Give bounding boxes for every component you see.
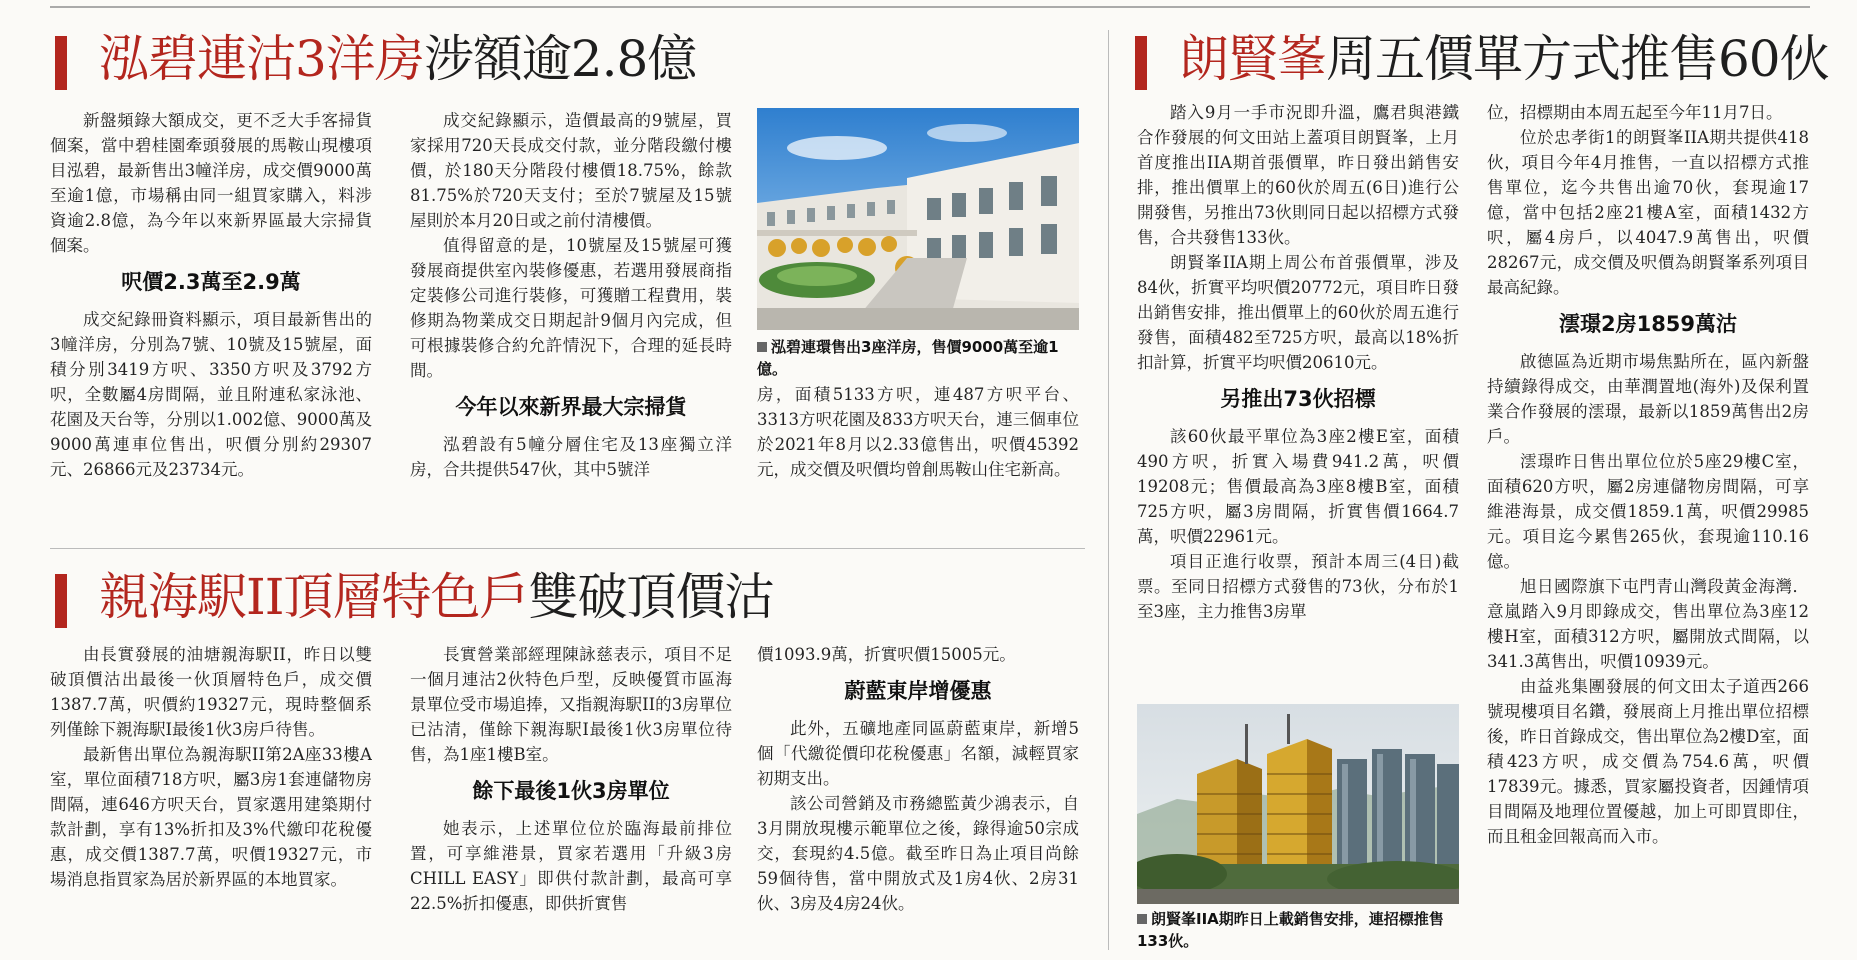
headline-red: 泓碧連沽3洋房 <box>99 30 424 88</box>
headline-black: 周五價單方式推售60伙 <box>1326 30 1829 88</box>
paragraph: 項目正進行收票，預計本周三(4日)截票。至同日招標方式發售的73伙，分布於1至3座，主力推售3房單 <box>1137 552 1459 621</box>
paragraph: 價1093.9萬，折實呎價15005元。 <box>757 645 1016 664</box>
article-divider <box>50 548 1085 549</box>
paragraph: 踏入9月一手市況即升溫，鷹君與港鐵合作發展的何文田站上蓋項目朗賢峯，上月首度推出IIA期首張價單，昨日發出銷售安排，推出價單上的60伙於周五(6日)進行公開發售，另推出73伙則同日起以招標方式發售，合共發售133伙。 <box>1137 103 1459 247</box>
caption-square-icon <box>1137 914 1147 924</box>
headline-accent-bar <box>1135 36 1147 90</box>
photo-lung-bik-houses <box>757 108 1079 330</box>
paragraph: 長實營業部經理陳詠慈表示，項目不足一個月連沽2伙特色戶型，反映優質市區海景單位受市場追捧，又指親海駅II的3房單位已沽清，僅餘下親海駅I最後1伙3房單位待售，為1座1樓B室。 <box>410 645 732 764</box>
photo-caption <box>1137 908 1459 952</box>
headline-accent-bar <box>55 36 67 90</box>
page-top-rule <box>50 6 1810 8</box>
article1-column-3 <box>757 382 1079 532</box>
headline-red: 親海駅II頂層特色戶 <box>99 568 529 626</box>
paragraph: 啟德區為近期市場焦點所在，區內新盤持續錄得成交，由華潤置地(海外)及保利置業合作發展的澐璟，最新以1859萬售出2房戶。 <box>1487 352 1809 446</box>
headline-accent-bar <box>55 574 67 628</box>
subheading: 餘下最後1伙3房單位 <box>472 779 670 803</box>
paragraph: 新盤頻錄大額成交，更不乏大手客掃貨個案，當中碧桂園牽頭發展的馬鞍山現樓項目泓碧，最新售出3幢洋房，成交價9000萬至逾1億，市場稱由同一組買家購入，料涉資逾2.8億，為今年以來新界區最大宗掃貨個案。 <box>50 111 372 255</box>
paragraph: 房，面積5133方呎，連487方呎平台、3313方呎花園及833方呎天台，連三個車位於2021年8月以2.33億售出，呎價45392元，成交價及呎價均曾創馬鞍山住宅新高。 <box>757 385 1079 479</box>
paragraph: 旭日國際旗下屯門青山灣段黃金海灣．意嵐踏入9月即錄成交，售出單位為3座12樓H室，面積312方呎，屬開放式間隔，以341.3萬售出，呎價10939元。 <box>1487 577 1809 671</box>
paragraph: 此外，五礦地產同區蔚藍東岸，新增5個「代繳從價印花稅優惠」名額，減輕買家初期支出。 <box>757 719 1079 788</box>
paragraph: 由長實發展的油塘親海駅II，昨日以雙破頂價沽出最後一伙頂層特色戶，成交價1387.7萬，呎價約19327元，現時整個系列僅餘下親海駅I最後1伙3房戶待售。 <box>50 645 372 739</box>
headline-black: 雙破頂價沽 <box>528 568 774 626</box>
paragraph: 最新售出單位為親海駅II第2A座33樓A室，單位面積718方呎，屬3房1套連儲物房間隔，連646方呎天台，買家選用建築期付款計劃，享有13%折扣及3%代繳印花稅優惠，成交價1387.7萬，呎價19327元，市場消息指買家為居於新界區的本地買家。 <box>50 745 372 889</box>
paragraph: 朗賢峯IIA期上周公布首張價單，涉及84伙，折實平均呎價20772元，項目昨日發出銷售安排，推出價單上的60伙於周五進行發售，面積482至725方呎，最高以18%折扣計算，折實平均呎價20610元。 <box>1137 253 1459 372</box>
article1-column-2 <box>410 108 732 528</box>
subheading: 澐璟2房1859萬沽 <box>1558 312 1738 336</box>
paragraph: 值得留意的是，10號屋及15號屋可獲發展商提供室內裝修優惠，若選用發展商指定裝修公司進行裝修，可獲贈工程費用，裝修期為物業成交日期起計9個月內完成，但可根據裝修合約允許情況下，合理的延長時間。 <box>410 236 732 380</box>
subheading: 呎價2.3萬至2.9萬 <box>121 270 301 294</box>
article3-column-1 <box>1137 100 1459 698</box>
caption-square-icon <box>757 342 767 352</box>
article2-column-1 <box>50 642 372 960</box>
paragraph: 成交紀錄顯示，造價最高的9號屋，買家採用720天長成交付款，並分階段繳付樓價，於180天分階段付樓價18.75%，餘款81.75%於720天支付；至於7號屋及15號屋則於本月20日或之前付清樓價。 <box>410 111 732 230</box>
column-divider <box>1108 30 1109 950</box>
photo-caption <box>757 336 1079 380</box>
caption-text: 朗賢峯IIA期昨日上載銷售安排，連招標推售133伙。 <box>1137 910 1444 950</box>
paragraph: 位，招標期由本周五起至今年11月7日。 <box>1487 103 1783 122</box>
paragraph: 由益兆集團發展的何文田太子道西266號現樓項目名鑽，發展商上月推出單位招標後，昨日首錄成交，售出單位為2樓D室，面積423方呎，成交價為754.6萬，呎價17839元。據悉，買家屬投資者，因鍾情項目間隔及地理位置優越，加上可即買即住，而且租金回報高而入市。 <box>1487 677 1809 846</box>
paragraph: 澐璟昨日售出單位位於5座29樓C室，面積620方呎，屬2房連儲物房間隔，可享維港海景，成交價1859.1萬，呎價29985元。項目迄今累售265伙，套現逾110.16億。 <box>1487 452 1809 571</box>
photo-the-henley-towers <box>1137 704 1459 904</box>
headline <box>1135 30 1829 88</box>
subheading: 另推出73伙招標 <box>1220 387 1376 411</box>
headline-red: 朗賢峯 <box>1179 30 1326 88</box>
paragraph: 成交紀錄冊資料顯示，項目最新售出的3幢洋房，分別為7號、10號及15號屋，面積分別3419方呎、3350方呎及3792方呎，全數屬4房間隔，並且附連私家泳池、花園及天台等，分別以1.002億、9000萬及9000萬連車位售出，呎價分別約29307元、26866元及23734元。 <box>50 310 372 479</box>
article2-column-3 <box>757 642 1079 960</box>
article1-column-1 <box>50 108 372 528</box>
headline <box>55 568 774 626</box>
headline <box>55 30 697 88</box>
headline-black: 涉額逾2.8億 <box>423 30 697 88</box>
paragraph: 位於忠孝街1的朗賢峯IIA期共提供418伙，項目今年4月推售，一直以招標方式推售單位，迄今共售出逾70伙，套現逾17億，當中包括2座21樓A室，面積1432方呎，屬4房戶，以4047.9萬售出，呎價28267元，成交價及呎價為朗賢峯系列項目最高紀錄。 <box>1487 128 1809 297</box>
paragraph: 該60伙最平單位為3座2樓E室，面積490方呎，折實入場費941.2萬，呎價19208元；售價最高為3座8樓B室，面積725方呎，屬3房間隔，折實售價1664.7萬，呎價22961元。 <box>1137 427 1459 546</box>
caption-text: 泓碧連環售出3座洋房，售價9000萬至逾1億。 <box>757 338 1059 378</box>
subheading: 蔚藍東岸增優惠 <box>844 679 992 703</box>
article3-column-2 <box>1487 100 1809 960</box>
subheading: 今年以來新界最大宗掃貨 <box>455 395 687 419</box>
paragraph: 泓碧設有5幢分層住宅及13座獨立洋房，合共提供547伙，其中5號洋 <box>410 435 732 479</box>
article2-column-2 <box>410 642 732 960</box>
paragraph: 她表示，上述單位位於臨海最前排位置，可享維港景，買家若選用「升級3房CHILL EASY」即供付款計劃，最高可享22.5%折扣優惠，即供折實售 <box>410 819 732 913</box>
paragraph: 該公司營銷及市務總監黃少鴻表示，自3月開放現樓示範單位之後，錄得逾50宗成交，套現約4.5億。截至昨日為止項目尚餘59個待售，當中開放式及1房4伙、2房31伙、3房及4房24伙。 <box>757 794 1079 913</box>
